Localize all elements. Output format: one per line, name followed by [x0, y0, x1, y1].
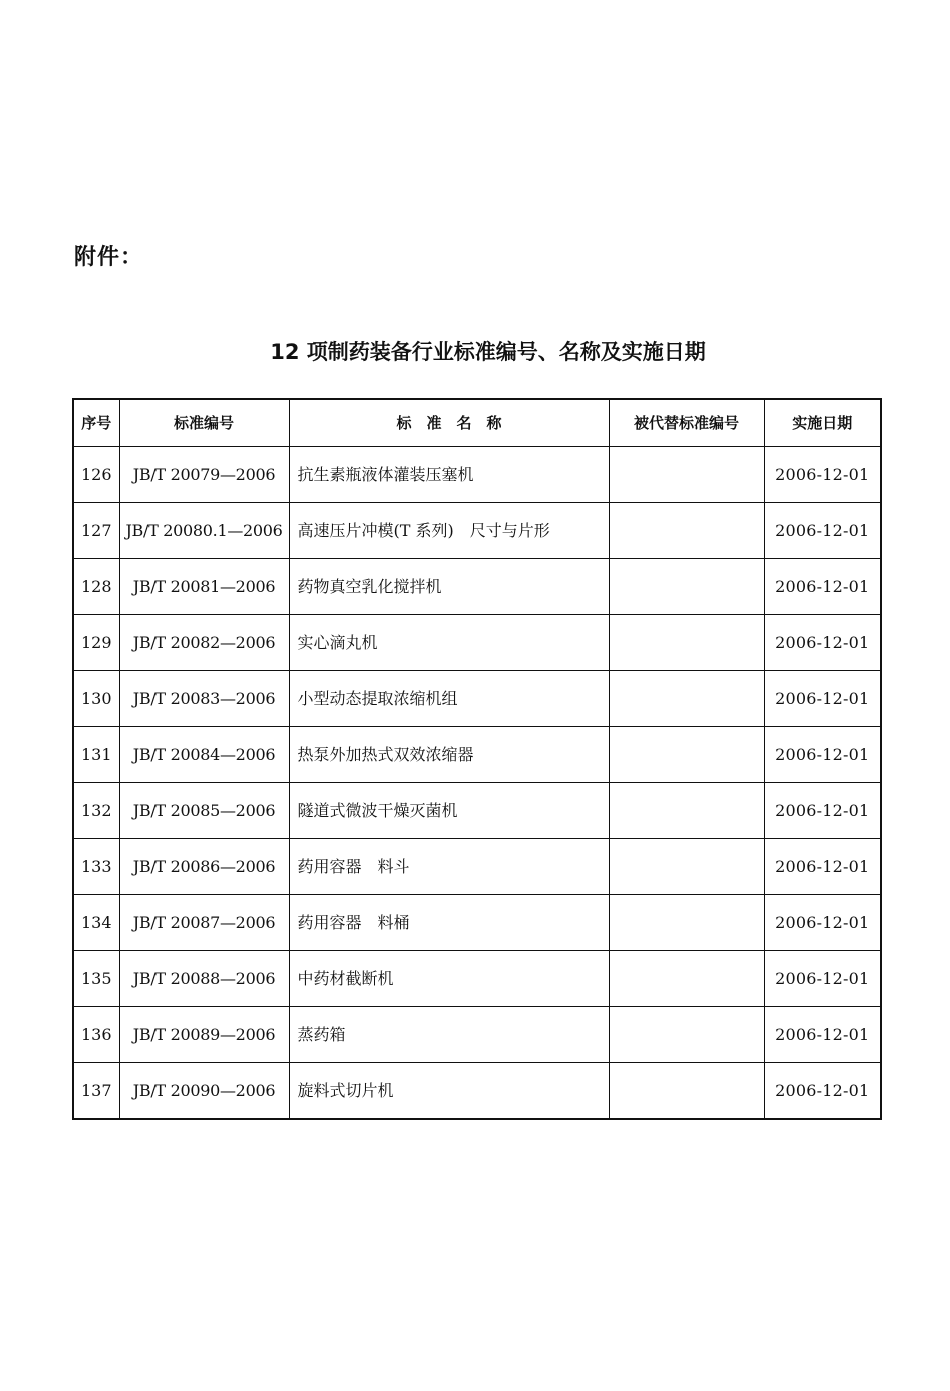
replaced-standard-code	[609, 895, 764, 951]
table-row	[73, 447, 881, 503]
standard-code: JB/T 20083—2006	[119, 671, 289, 727]
standard-code: JB/T 20082—2006	[119, 615, 289, 671]
standard-code: JB/T 20079—2006	[119, 447, 289, 503]
implementation-date: 2006-12-01	[764, 783, 881, 839]
table-row	[73, 951, 881, 1007]
row-number: 134	[73, 895, 119, 951]
standard-name: 抗生素瓶液体灌装压塞机	[289, 447, 609, 503]
replaced-standard-code	[609, 503, 764, 559]
row-number: 137	[73, 1063, 119, 1120]
header-date: 实施日期	[764, 399, 881, 447]
standard-name: 蒸药箱	[289, 1007, 609, 1063]
table-header-row	[73, 399, 881, 447]
standard-code: JB/T 20080.1—2006	[119, 503, 289, 559]
header-name: 标 准 名 称	[289, 399, 609, 447]
standard-name: 热泵外加热式双效浓缩器	[289, 727, 609, 783]
row-number: 126	[73, 447, 119, 503]
standard-code: JB/T 20085—2006	[119, 783, 289, 839]
implementation-date: 2006-12-01	[764, 1007, 881, 1063]
replaced-standard-code	[609, 1007, 764, 1063]
table-row	[73, 671, 881, 727]
header-replaced: 被代替标准编号	[609, 399, 764, 447]
replaced-standard-code	[609, 727, 764, 783]
implementation-date: 2006-12-01	[764, 1063, 881, 1120]
replaced-standard-code	[609, 1063, 764, 1120]
implementation-date: 2006-12-01	[764, 951, 881, 1007]
table-body	[73, 447, 881, 1120]
replaced-standard-code	[609, 951, 764, 1007]
replaced-standard-code	[609, 615, 764, 671]
row-number: 132	[73, 783, 119, 839]
implementation-date: 2006-12-01	[764, 447, 881, 503]
standard-name: 隧道式微波干燥灭菌机	[289, 783, 609, 839]
replaced-standard-code	[609, 671, 764, 727]
implementation-date: 2006-12-01	[764, 615, 881, 671]
standard-code: JB/T 20090—2006	[119, 1063, 289, 1120]
standard-name: 高速压片冲模(T 系列) 尺寸与片形	[289, 503, 609, 559]
header-code: 标准编号	[119, 399, 289, 447]
implementation-date: 2006-12-01	[764, 895, 881, 951]
attachment-label: 附件：	[74, 245, 144, 270]
implementation-date: 2006-12-01	[764, 839, 881, 895]
row-number: 129	[73, 615, 119, 671]
table-row	[73, 839, 881, 895]
implementation-date: 2006-12-01	[764, 671, 881, 727]
table-row	[73, 783, 881, 839]
header-no: 序号	[73, 399, 119, 447]
standard-name: 实心滴丸机	[289, 615, 609, 671]
replaced-standard-code	[609, 783, 764, 839]
row-number: 127	[73, 503, 119, 559]
standard-code: JB/T 20088—2006	[119, 951, 289, 1007]
standard-name: 药物真空乳化搅拌机	[289, 559, 609, 615]
standard-name: 药用容器 料桶	[289, 895, 609, 951]
standard-code: JB/T 20081—2006	[119, 559, 289, 615]
row-number: 128	[73, 559, 119, 615]
standard-code: JB/T 20089—2006	[119, 1007, 289, 1063]
standard-name: 小型动态提取浓缩机组	[289, 671, 609, 727]
replaced-standard-code	[609, 839, 764, 895]
row-number: 130	[73, 671, 119, 727]
standard-code: JB/T 20087—2006	[119, 895, 289, 951]
standard-name: 旋料式切片机	[289, 1063, 609, 1120]
standards-table	[72, 398, 882, 1120]
standard-name: 中药材截断机	[289, 951, 609, 1007]
table-row	[73, 1063, 881, 1120]
standard-name: 药用容器 料斗	[289, 839, 609, 895]
standard-code: JB/T 20084—2006	[119, 727, 289, 783]
replaced-standard-code	[609, 447, 764, 503]
standard-code: JB/T 20086—2006	[119, 839, 289, 895]
table-row	[73, 503, 881, 559]
implementation-date: 2006-12-01	[764, 727, 881, 783]
implementation-date: 2006-12-01	[764, 559, 881, 615]
row-number: 131	[73, 727, 119, 783]
table-row	[73, 615, 881, 671]
row-number: 133	[73, 839, 119, 895]
replaced-standard-code	[609, 559, 764, 615]
table-row	[73, 559, 881, 615]
table-row	[73, 1007, 881, 1063]
table-row	[73, 727, 881, 783]
implementation-date: 2006-12-01	[764, 503, 881, 559]
table-row	[73, 895, 881, 951]
row-number: 135	[73, 951, 119, 1007]
document-title: 12 项制药装备行业标准编号、名称及实施日期	[270, 340, 706, 364]
row-number: 136	[73, 1007, 119, 1063]
